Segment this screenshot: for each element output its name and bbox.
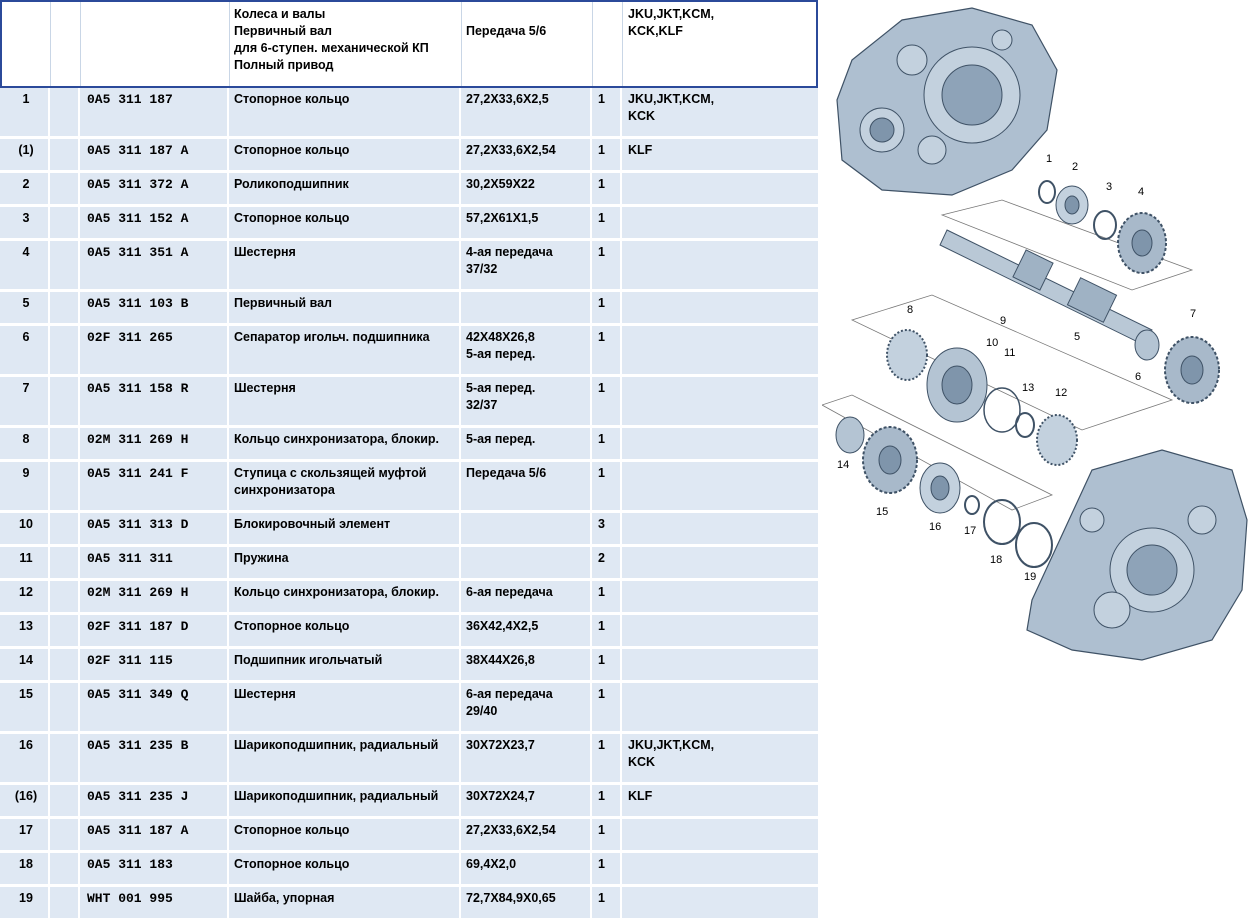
model-codes: [628, 91, 714, 125]
item-number: 9: [22, 466, 30, 480]
part-name-line: Блокировочный элемент: [234, 517, 391, 531]
part-spec: [466, 380, 535, 414]
quantity: 1: [598, 738, 605, 752]
sync-ring-8: [887, 330, 927, 380]
callout-label: 10: [986, 337, 999, 349]
table-row: [0, 649, 818, 683]
quantity: 3: [598, 517, 605, 531]
part-spec: [466, 686, 553, 720]
part-spec: [466, 822, 556, 839]
callout-label: 5: [1074, 331, 1081, 343]
part-spec-line: 30X72X23,7: [466, 738, 535, 752]
part-spec-line: 69,4X2,0: [466, 857, 517, 871]
part-spec-line: 30X72X24,7: [466, 789, 535, 803]
part-spec-line: 5-ая перед.: [466, 381, 536, 395]
quantity: 1: [598, 891, 605, 905]
part-number: 0A5 311 241 F: [87, 466, 189, 481]
item-number: 17: [19, 823, 33, 837]
item-number: 8: [22, 432, 30, 446]
needle-bearing-6: [1135, 330, 1159, 360]
thrust-washer-19: [1016, 523, 1052, 567]
item-number: 6: [22, 330, 30, 344]
part-spec: [466, 618, 538, 635]
snap-ring: [1094, 211, 1116, 239]
part-number: 02F 311 115: [87, 653, 173, 668]
table-row: [0, 734, 818, 785]
item-number: 4: [22, 245, 30, 259]
part-name-line: Стопорное кольцо: [234, 143, 350, 157]
part-number: 02M 311 269 H: [87, 585, 189, 600]
part-number: 0A5 311 187: [87, 92, 173, 107]
roller-bearing: [1056, 186, 1088, 224]
table-body: [0, 88, 818, 921]
part-name: [234, 550, 289, 567]
part-name: [234, 91, 349, 108]
part-number: 0A5 311 351 A: [87, 245, 189, 260]
table-row: [0, 428, 818, 462]
part-name-line: Стопорное кольцо: [234, 92, 350, 106]
part-spec-line: 36X42,4X2,5: [466, 619, 539, 633]
part-name: [234, 822, 349, 839]
part-name-line: синхронизатора: [234, 483, 335, 497]
model-codes: [628, 142, 652, 159]
part-number: 0A5 311 311: [87, 551, 173, 566]
header-title-line: Первичный вал: [234, 24, 332, 38]
quantity: 1: [598, 687, 605, 701]
model-codes-line: KLF: [628, 143, 653, 157]
table-row: [0, 581, 818, 615]
part-name-line: Шарикоподшипник, радиальный: [234, 789, 439, 803]
quantity: 1: [598, 381, 605, 395]
table-row: [0, 887, 818, 921]
part-name-line: Первичный вал: [234, 296, 332, 310]
quantity: 1: [598, 823, 605, 837]
header-spec: Передача 5/6: [466, 24, 547, 38]
part-number: 0A5 311 372 A: [87, 177, 189, 192]
quantity: 1: [598, 619, 605, 633]
part-name: [234, 431, 439, 448]
quantity: 1: [598, 432, 605, 446]
part-number: 0A5 311 183: [87, 857, 173, 872]
quantity: 1: [598, 653, 605, 667]
table-row: [0, 853, 818, 887]
item-number: 2: [22, 177, 30, 191]
quantity: 1: [598, 857, 605, 871]
part-name-line: Стопорное кольцо: [234, 619, 350, 633]
part-spec-line: 30,2X59X22: [466, 177, 535, 191]
callout-label: 17: [964, 525, 977, 537]
table-row: [0, 377, 818, 428]
callout-label: 2: [1072, 161, 1079, 173]
header-title-line: для 6-ступен. механической КП: [234, 41, 429, 55]
exploded-view-diagram: [822, 0, 1253, 921]
item-number: 10: [19, 517, 33, 531]
part-name: [234, 788, 438, 805]
part-spec-line: 5-ая перед.: [466, 432, 536, 446]
callout-label: 14: [837, 459, 850, 471]
part-number: 0A5 311 152 A: [87, 211, 189, 226]
part-spec-line: 6-ая передача: [466, 687, 553, 701]
model-codes-line: JKU,JKT,KCM,: [628, 92, 715, 106]
header-title-line: Колеса и валы: [234, 7, 326, 21]
quantity: 1: [598, 211, 605, 225]
part-name-line: Подшипник игольчатый: [234, 653, 383, 667]
item-number: 11: [19, 551, 33, 565]
part-number: WHT 001 995: [87, 891, 173, 906]
part-name-line: Роликоподшипник: [234, 177, 349, 191]
sync-ring-12: [1037, 415, 1077, 465]
part-spec: [466, 856, 516, 873]
gear-15: [863, 427, 917, 493]
part-spec-line: 57,2X61X1,5: [466, 211, 539, 225]
part-name-line: Стопорное кольцо: [234, 857, 350, 871]
part-spec-line: 72,7X84,9X0,65: [466, 891, 556, 905]
part-name: [234, 618, 349, 635]
part-spec-line: 27,2X33,6X2,54: [466, 143, 556, 157]
part-spec-line: 27,2X33,6X2,5: [466, 92, 549, 106]
part-spec: [466, 737, 535, 754]
table-row: [0, 292, 818, 326]
quantity: 1: [598, 585, 605, 599]
part-number: 0A5 311 349 Q: [87, 687, 189, 702]
part-name: [234, 652, 382, 669]
part-name: [234, 516, 390, 533]
part-name: [234, 686, 296, 703]
callout-label: 8: [907, 304, 914, 316]
gear-7: [1165, 337, 1219, 403]
table-row: [0, 785, 818, 819]
part-name-line: Шестерня: [234, 381, 296, 395]
part-name: [234, 210, 349, 227]
part-spec-line: 29/40: [466, 704, 498, 718]
item-number: 19: [19, 891, 33, 905]
snap-ring-18: [984, 500, 1020, 544]
part-spec: [466, 176, 535, 193]
part-spec: [466, 890, 556, 907]
callout-label: 6: [1135, 371, 1142, 383]
table-row: [0, 241, 818, 292]
part-number: 02F 311 187 D: [87, 619, 189, 634]
part-name: [234, 584, 439, 601]
callout-label: 4: [1138, 186, 1145, 198]
quantity: 1: [598, 143, 605, 157]
item-number: 14: [19, 653, 33, 667]
part-spec-line: 4-ая передача: [466, 245, 553, 259]
part-number: 02M 311 269 H: [87, 432, 189, 447]
model-codes: [628, 788, 652, 805]
table-header: [0, 0, 818, 88]
table-row: [0, 547, 818, 581]
part-spec-line: 27,2X33,6X2,54: [466, 823, 556, 837]
part-name-line: Кольцо синхронизатора, блокир.: [234, 432, 440, 446]
part-spec: [466, 465, 546, 482]
ball-bearing-16: [920, 463, 960, 513]
item-number: 18: [19, 857, 33, 871]
spring: [984, 388, 1020, 432]
item-number: 1: [22, 92, 30, 106]
item-number: 16: [19, 738, 33, 752]
quantity: 1: [598, 789, 605, 803]
table-row: [0, 207, 818, 241]
part-name: [234, 329, 430, 346]
model-codes-line: JKU,JKT,KCM,: [628, 738, 715, 752]
part-spec-line: 32/37: [466, 398, 498, 412]
item-number: 13: [19, 619, 33, 633]
part-name-line: Шестерня: [234, 687, 296, 701]
part-name-line: Кольцо синхронизатора, блокир.: [234, 585, 440, 599]
part-number: 0A5 311 235 J: [87, 789, 189, 804]
part-spec-line: 37/32: [466, 262, 498, 276]
table-row: [0, 513, 818, 547]
quantity: 1: [598, 330, 605, 344]
gearbox-housing-lower: [1027, 450, 1247, 660]
part-name-line: Шестерня: [234, 245, 296, 259]
callout-label: 19: [1024, 571, 1037, 583]
header-models-line: JKU,JKT,KCM,: [628, 7, 715, 21]
quantity: 1: [598, 466, 605, 480]
item-number: (1): [18, 143, 34, 157]
part-name: [234, 295, 332, 312]
part-name-line: Пружина: [234, 551, 289, 565]
part-name: [234, 142, 349, 159]
model-codes-line: KLF: [628, 789, 653, 803]
needle-bearing-14: [836, 417, 864, 453]
model-codes-line: KCK: [628, 755, 656, 769]
circlip-17: [965, 496, 979, 514]
part-spec-line: 5-ая перед.: [466, 347, 536, 361]
part-number: 0A5 311 235 B: [87, 738, 189, 753]
table-row: [0, 819, 818, 853]
quantity: 1: [598, 92, 605, 106]
part-number: 02F 311 265: [87, 330, 173, 345]
quantity: 1: [598, 245, 605, 259]
quantity: 2: [598, 551, 605, 565]
part-spec: [466, 431, 535, 448]
circlip: [1039, 181, 1055, 203]
part-number: 0A5 311 187 A: [87, 823, 189, 838]
part-name-line: Шарикоподшипник, радиальный: [234, 738, 439, 752]
item-number: 15: [19, 687, 33, 701]
quantity: 1: [598, 177, 605, 191]
part-spec: [466, 210, 538, 227]
item-number: 3: [22, 211, 30, 225]
table-row: [0, 683, 818, 734]
callout-label: 15: [876, 506, 889, 518]
table-row: [0, 615, 818, 649]
part-spec-line: 6-ая передача: [466, 585, 553, 599]
table-row: [0, 326, 818, 377]
part-number: 0A5 311 158 R: [87, 381, 189, 396]
table-row: [0, 88, 818, 139]
part-spec: [466, 329, 535, 363]
part-name-line: Сепаратор игольч. подшипника: [234, 330, 430, 344]
part-spec: [466, 584, 553, 601]
part-name: [234, 380, 296, 397]
quantity: 1: [598, 296, 605, 310]
part-spec-line: 42X48X26,8: [466, 330, 535, 344]
part-name-line: Стопорное кольцо: [234, 823, 350, 837]
callout-label: 16: [929, 521, 942, 533]
callout-label: 9: [1000, 315, 1007, 327]
part-number: 0A5 311 187 A: [87, 143, 189, 158]
table-row: [0, 173, 818, 207]
table-row: [0, 462, 818, 513]
callout-label: 18: [990, 554, 1003, 566]
part-name-line: Стопорное кольцо: [234, 211, 350, 225]
header-title: [234, 6, 429, 74]
circlip-13: [1016, 413, 1034, 437]
gearbox-housing-upper: [837, 8, 1057, 195]
part-name: [234, 465, 426, 499]
callout-label: 1: [1046, 153, 1053, 165]
callout-label: 3: [1106, 181, 1113, 193]
gear-4: [1118, 213, 1166, 273]
part-spec: [466, 652, 535, 669]
header-models-line: KCK,KLF: [628, 24, 683, 38]
part-spec-line: 38X44X26,8: [466, 653, 535, 667]
model-codes: [628, 737, 714, 771]
item-number: 7: [22, 381, 30, 395]
item-number: 12: [19, 585, 33, 599]
header-title-line: Полный привод: [234, 58, 334, 72]
part-name-line: Ступица с скользящей муфтой: [234, 466, 427, 480]
callout-label: 12: [1055, 387, 1068, 399]
item-number: 5: [22, 296, 30, 310]
callout-label: 13: [1022, 382, 1035, 394]
part-spec: [466, 91, 549, 108]
header-models: [628, 6, 714, 40]
part-name: [234, 737, 438, 754]
model-codes-line: KCK: [628, 109, 656, 123]
sync-hub: [927, 348, 987, 422]
part-spec: [466, 244, 553, 278]
part-spec-line: Передача 5/6: [466, 466, 547, 480]
callout-label: 7: [1190, 308, 1197, 320]
part-number: 0A5 311 103 B: [87, 296, 189, 311]
part-name-line: Шайба, упорная: [234, 891, 335, 905]
part-name: [234, 890, 334, 907]
part-spec: [466, 788, 535, 805]
part-name: [234, 176, 349, 193]
item-number: (16): [14, 789, 38, 803]
part-name: [234, 244, 296, 261]
part-spec: [466, 142, 556, 159]
table-row: [0, 139, 818, 173]
callout-label: 11: [1004, 347, 1016, 359]
part-name: [234, 856, 349, 873]
part-number: 0A5 311 313 D: [87, 517, 189, 532]
